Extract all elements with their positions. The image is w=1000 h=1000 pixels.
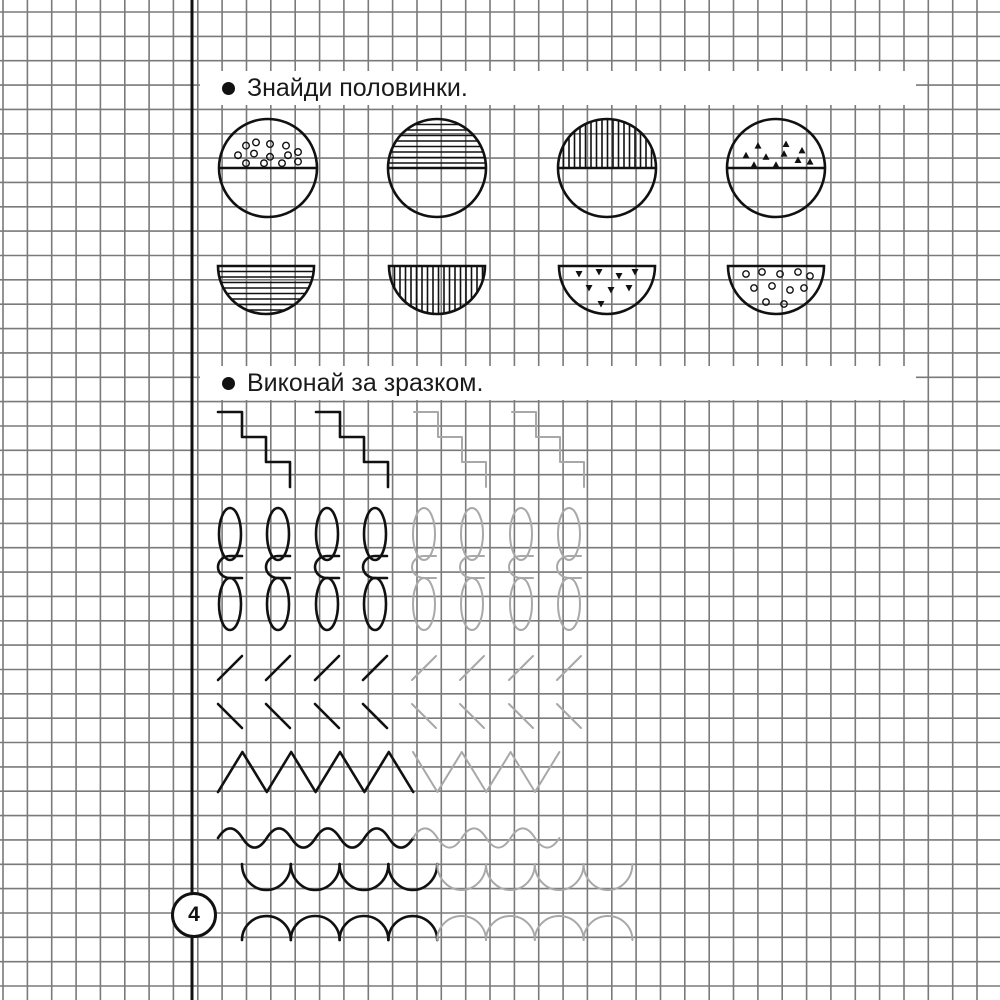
dot xyxy=(243,142,250,149)
triangle xyxy=(799,147,806,154)
page-number: 4 xyxy=(188,903,200,926)
u-arc xyxy=(535,864,584,890)
slash xyxy=(266,656,290,680)
dot xyxy=(781,301,787,307)
dot xyxy=(251,150,258,157)
backslash xyxy=(557,704,581,728)
dot xyxy=(235,152,242,159)
oval-row-1 xyxy=(558,508,580,560)
oval-row-2 xyxy=(461,578,483,630)
stripes xyxy=(389,266,483,314)
n-arc xyxy=(486,916,535,940)
dot xyxy=(267,154,274,161)
staircase xyxy=(218,412,290,487)
u-arc xyxy=(388,864,437,890)
triangle xyxy=(763,153,770,160)
triangle xyxy=(795,157,802,164)
oval-row-2 xyxy=(510,578,532,630)
dot xyxy=(279,160,286,167)
u-arc xyxy=(584,864,633,890)
dot xyxy=(763,299,769,305)
wave xyxy=(218,828,413,847)
bottom-half-card xyxy=(559,266,655,314)
wave-trace xyxy=(413,828,559,847)
dot xyxy=(751,285,757,291)
oval-row-1 xyxy=(413,508,435,560)
backslash xyxy=(315,704,339,728)
half-outline xyxy=(559,266,655,314)
half-outline xyxy=(389,266,485,314)
half-circle-card xyxy=(219,119,317,217)
dot xyxy=(283,142,290,149)
u-arc xyxy=(486,864,535,890)
staircase xyxy=(414,412,486,487)
dot xyxy=(295,149,302,156)
triangles-pattern xyxy=(576,269,639,308)
backslash xyxy=(412,704,436,728)
n-arc xyxy=(388,916,437,940)
slash xyxy=(460,656,484,680)
slash xyxy=(557,656,581,680)
u-arc xyxy=(340,864,389,890)
bottom-half-card xyxy=(389,266,485,314)
dots-pattern xyxy=(743,269,813,307)
half-outline xyxy=(218,266,314,314)
dot xyxy=(807,273,813,279)
triangle xyxy=(783,141,790,148)
oval-row-2 xyxy=(219,578,241,630)
staircase xyxy=(316,412,388,487)
half-circle-card xyxy=(388,119,486,217)
staircase xyxy=(512,412,584,487)
oval-row-1 xyxy=(267,508,289,560)
dot xyxy=(267,141,274,148)
task2-instruction: Виконай за зразком. xyxy=(247,368,484,397)
dot xyxy=(295,158,302,165)
oval-row-2 xyxy=(267,578,289,630)
task1-instruction: Знайди половинки. xyxy=(247,73,468,102)
half-circle-card xyxy=(727,119,825,217)
oval-row-1 xyxy=(364,508,386,560)
zigzag xyxy=(218,752,413,792)
slash xyxy=(315,656,339,680)
backslash xyxy=(266,704,290,728)
dot xyxy=(243,160,250,167)
dot xyxy=(759,269,765,275)
slash xyxy=(509,656,533,680)
page-number-badge xyxy=(171,892,217,938)
oval-row-1 xyxy=(316,508,338,560)
triangle xyxy=(616,273,623,280)
oval-row-1 xyxy=(510,508,532,560)
dot xyxy=(253,139,260,146)
half-circle-card xyxy=(558,119,656,217)
n-arc xyxy=(437,916,486,940)
bottom-half-card xyxy=(218,266,314,314)
oval-row-2 xyxy=(316,578,338,630)
dot xyxy=(795,269,801,275)
oval-row-2 xyxy=(413,578,435,630)
slash xyxy=(218,656,242,680)
triangle xyxy=(632,269,639,276)
dot xyxy=(769,283,775,289)
triangle xyxy=(586,285,593,292)
triangle xyxy=(576,271,583,278)
vertical-stripes-pattern xyxy=(389,266,483,314)
u-arc xyxy=(242,864,291,890)
oval-row-2 xyxy=(558,578,580,630)
slash xyxy=(363,656,387,680)
n-arc xyxy=(291,916,340,940)
n-arc xyxy=(242,916,291,940)
dot xyxy=(801,285,807,291)
dot xyxy=(777,271,783,277)
triangle xyxy=(755,142,762,149)
bottom-half-card xyxy=(728,266,824,314)
backslash xyxy=(218,704,242,728)
backslash xyxy=(460,704,484,728)
slash xyxy=(412,656,436,680)
n-arc xyxy=(535,916,584,940)
triangle xyxy=(596,269,603,276)
oval-row-1 xyxy=(219,508,241,560)
triangle xyxy=(781,150,788,157)
triangle xyxy=(608,287,615,294)
triangle xyxy=(743,152,750,159)
horizontal-stripes-pattern xyxy=(218,266,314,310)
dot xyxy=(285,152,292,159)
triangle xyxy=(807,158,814,165)
zigzag-trace xyxy=(413,752,559,792)
triangles-pattern xyxy=(743,141,814,168)
oval-row-2 xyxy=(364,578,386,630)
n-arc xyxy=(340,916,389,940)
u-arc xyxy=(291,864,340,890)
triangle xyxy=(626,285,633,292)
n-arc xyxy=(584,916,633,940)
dots-pattern xyxy=(235,139,302,166)
triangle xyxy=(598,301,605,308)
oval-row-1 xyxy=(461,508,483,560)
stripes xyxy=(218,266,314,310)
backslash xyxy=(363,704,387,728)
dot xyxy=(787,287,793,293)
dot xyxy=(261,160,268,167)
dot xyxy=(743,271,749,277)
u-arc xyxy=(437,864,486,890)
backslash xyxy=(509,704,533,728)
